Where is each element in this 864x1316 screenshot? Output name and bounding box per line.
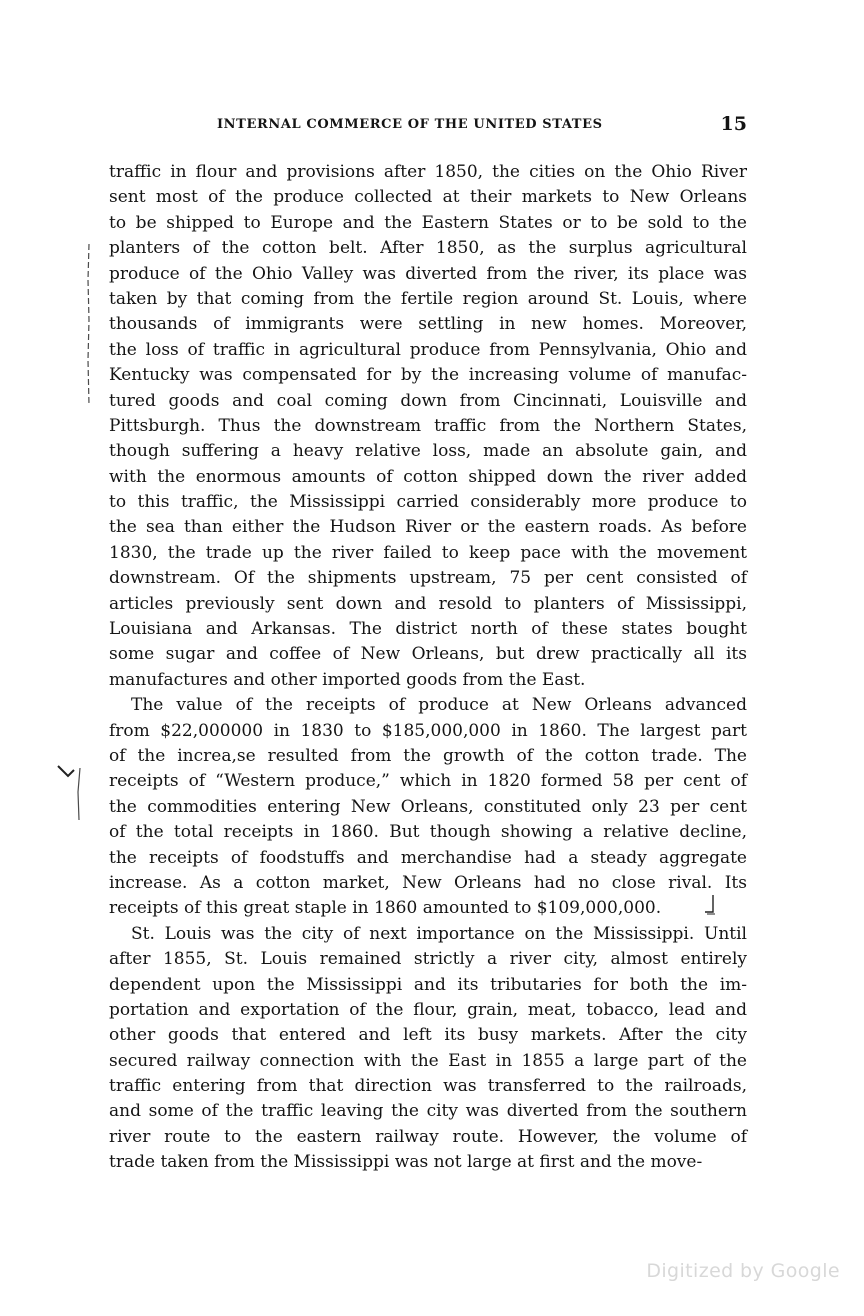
text-line: the receipts of foodstuffs and merchandise had a steady aggregate xyxy=(109,847,747,868)
text-line: traffic in flour and provisions after 1850, the cities on the Ohio River xyxy=(109,162,747,182)
text-line: dependent upon the Mississippi and its tributaries for both the im- xyxy=(109,974,747,995)
text-line: downstream. Of the shipments upstream, 75 per cent consisted of xyxy=(109,568,747,589)
margin-bracket-mark xyxy=(80,240,96,410)
paragraph xyxy=(109,693,747,922)
text-line: planters of the cotton belt. After 1850, as the surplus agricultural xyxy=(109,238,747,259)
text-line: receipts of this great staple in 1860 amounted to $109,000,000. xyxy=(109,898,662,919)
text-line: to be shipped to Europe and the Eastern States or to be sold to the xyxy=(109,212,747,233)
text-line: the sea than either the Hudson River or the eastern roads. As before xyxy=(109,517,747,538)
text-line: taken by that coming from the fertile region around St. Louis, where xyxy=(109,288,747,309)
text-line: with the enormous amounts of cotton shipped down the river added xyxy=(109,466,747,487)
text-line: to this traffic, the Mississippi carried considerably more produce to xyxy=(109,492,747,513)
text-line: produce of the Ohio Valley was diverted from the river, its place was xyxy=(109,263,747,284)
footnote-bracket-mark xyxy=(702,892,718,918)
text-line: some sugar and coffee of New Orleans, but drew practically all its xyxy=(109,644,747,665)
text-line: portation and exportation of the flour, grain, meat, tobacco, lead and xyxy=(109,999,747,1020)
paragraph xyxy=(109,160,747,693)
text-line: after 1855, St. Louis remained strictly a river city, almost entirely xyxy=(109,949,747,970)
text-line: secured railway connection with the East in 1855 a large part of the xyxy=(109,1050,747,1071)
text-line: Louisiana and Arkansas. The district north of these states bought xyxy=(109,619,747,640)
text-line: manufactures and other imported goods from the East. xyxy=(109,669,586,690)
text-line: though suffering a heavy relative loss, made an absolute gain, and xyxy=(109,441,747,462)
text-line: and some of the traffic leaving the city was diverted from the southern xyxy=(109,1101,747,1122)
text-line: St. Louis was the city of next importance on the Mississippi. Until xyxy=(131,923,747,944)
text-line: of the total receipts in 1860. But though showing a relative decline, xyxy=(109,822,747,843)
paragraph xyxy=(109,922,747,1176)
text-line: sent most of the produce collected at their markets to New Orleans xyxy=(109,187,747,208)
running-title: INTERNAL COMMERCE OF THE UNITED STATES xyxy=(217,117,603,132)
text-line: of the increa,se resulted from the growth of the cotton trade. The xyxy=(109,745,747,766)
text-line: river route to the eastern railway route. However, the volume of xyxy=(109,1126,747,1147)
text-line: 1830, the trade up the river failed to keep pace with the movement xyxy=(109,542,747,563)
text-line: from $22,000000 in 1830 to $185,000,000 in 1860. The largest part xyxy=(109,720,747,741)
text-line: traffic entering from that direction was transferred to the railroads, xyxy=(109,1076,747,1097)
text-line: The value of the receipts of produce at New Orleans advanced xyxy=(131,695,747,716)
text-line: trade taken from the Mississippi was not large at first and the move- xyxy=(109,1152,703,1173)
text-line: tured goods and coal coming down from Cincinnati, Louisville and xyxy=(109,390,747,411)
text-line: thousands of immigrants were settling in new homes. Moreover, xyxy=(109,314,747,335)
text-line: the loss of traffic in agricultural produce from Pennsylvania, Ohio and xyxy=(109,339,747,360)
page-number: 15 xyxy=(720,113,747,135)
running-head xyxy=(217,113,747,135)
body-text xyxy=(109,160,747,1176)
text-line: the commodities entering New Orleans, constituted only 23 per cent xyxy=(109,796,747,817)
text-line: other goods that entered and left its busy markets. After the city xyxy=(109,1025,747,1046)
text-line: articles previously sent down and resold to planters of Mississippi, xyxy=(109,593,747,614)
text-line: increase. As a cotton market, New Orleans had no close rival. Its xyxy=(109,872,747,893)
digitized-watermark: Digitized by Google xyxy=(646,1260,840,1282)
text-line: Pittsburgh. Thus the downstream traffic from the Northern States, xyxy=(109,415,747,436)
text-line: receipts of “Western produce,” which in 1820 formed 58 per cent of xyxy=(109,771,747,792)
text-line: Kentucky was compensated for by the increasing volume of manufac- xyxy=(109,365,747,386)
margin-tick-mark xyxy=(56,762,92,824)
